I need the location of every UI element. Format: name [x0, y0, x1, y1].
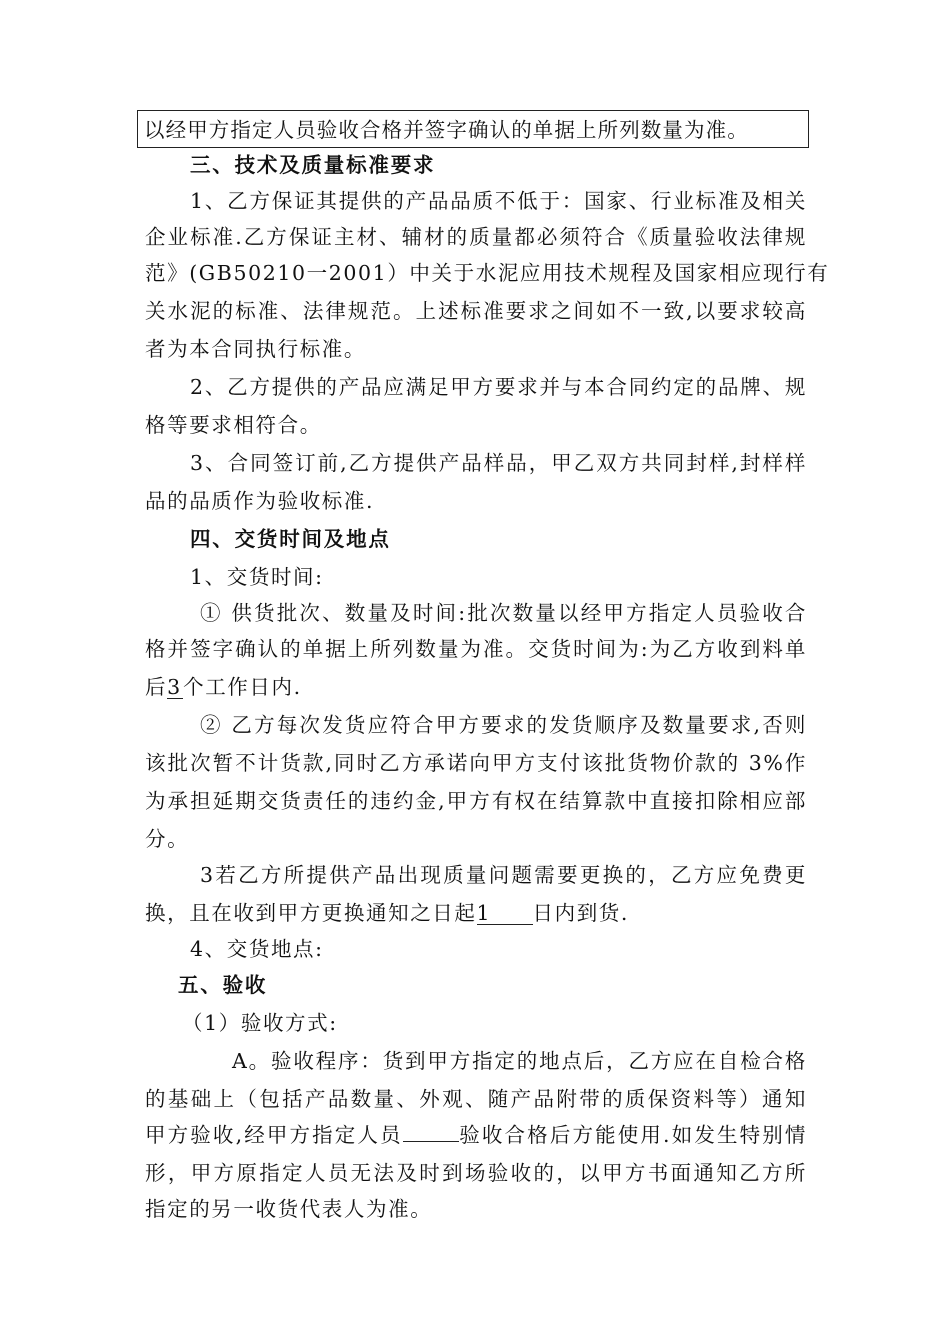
- section-5-heading: 五、验收: [178, 973, 268, 997]
- section-5-method-title: （1）验收方式:: [182, 1011, 338, 1035]
- section-4-sub-1-line-3: [145, 672, 807, 702]
- section-5-a-line-5: 指定的另一收货代表人为准。: [145, 1197, 433, 1221]
- boxed-text-continuation: 以经甲方指定人员验收合格并签字确认的单据上所列数量为准。: [137, 110, 809, 148]
- a-line-3-after: 验收合格后方能使用.如发生特别情: [458, 1123, 807, 1147]
- section-3-p1-line-2: 企业标准.乙方保证主材、辅材的质量都必须符合《质量验收法律规: [145, 225, 807, 249]
- section-5-a-line-3: [145, 1120, 807, 1150]
- section-4-item-3-line-1: 3若乙方所提供产品出现质量问题需要更换的，乙方应免费更: [200, 863, 807, 887]
- section-4-sub-2-line-3: 为承担延期交货责任的违约金,甲方有权在结算款中直接扣除相应部: [145, 789, 807, 813]
- section-3-p1-line-4: 关水泥的标准、法律规范。上述标准要求之间如不一致,以要求较高: [145, 299, 807, 323]
- section-3-p2-line-1: 2、乙方提供的产品应满足甲方要求并与本合同约定的品牌、规: [190, 375, 807, 399]
- replacement-days-value: 1: [477, 902, 533, 925]
- inspector-name-blank: [403, 1141, 459, 1142]
- item-3-line-2-before: 换，且在收到甲方更换通知之日起: [145, 901, 477, 925]
- section-4-item-4-title: 4、交货地点:: [190, 937, 324, 961]
- section-3-p3-line-2: 品的品质作为验收标准.: [145, 489, 375, 513]
- delivery-days-value: 3: [167, 675, 182, 699]
- section-4-sub-2-line-4: 分。: [145, 827, 190, 851]
- section-4-sub-2-line-1: ② 乙方每次发货应符合甲方要求的发货顺序及数量要求,否则: [200, 713, 807, 737]
- section-4-item-1-title: 1、交货时间:: [190, 565, 324, 589]
- sub-1-line-3-before: 后: [145, 675, 168, 699]
- section-3-p3-line-1: 3、合同签订前,乙方提供产品样品，甲乙双方共同封样,封样样: [190, 451, 807, 475]
- section-3-p1-line-1: 1、乙方保证其提供的产品品质不低于：国家、行业标准及相关: [190, 189, 807, 213]
- section-4-heading: 四、交货时间及地点: [190, 527, 391, 551]
- item-3-line-2-after: 日内到货.: [532, 901, 630, 925]
- sub-1-line-3-after: 个工作日内.: [183, 675, 302, 699]
- a-line-3-before: 甲方验收,经甲方指定人员: [145, 1123, 403, 1147]
- section-4-sub-1-line-1: ① 供货批次、数量及时间:批次数量以经甲方指定人员验收合: [200, 601, 807, 625]
- section-3-heading: 三、技术及质量标准要求: [190, 153, 436, 177]
- section-4-sub-2-line-2: 该批次暂不计货款,同时乙方承诺向甲方支付该批货物价款的 3%作: [145, 751, 807, 775]
- section-5-a-line-2: 的基础上（包括产品数量、外观、随产品附带的质保资料等）通知: [145, 1087, 807, 1111]
- section-5-a-line-1: A。验收程序：货到甲方指定的地点后，乙方应在自检合格: [232, 1049, 807, 1073]
- section-4-item-3-line-2: [145, 898, 807, 928]
- section-4-sub-1-line-2: 格并签字确认的单据上所列数量为准。交货时间为:为乙方收到料单: [145, 637, 807, 661]
- section-3-p1-line-3: 范》(GB50210一2001）中关于水泥应用技术规程及国家相应现行有: [145, 261, 830, 285]
- section-3-p2-line-2: 格等要求相符合。: [145, 413, 322, 437]
- section-3-p1-line-5: 者为本合同执行标准。: [145, 337, 366, 361]
- section-5-a-line-4: 形，甲方原指定人员无法及时到场验收的，以甲方书面通知乙方所: [145, 1161, 807, 1185]
